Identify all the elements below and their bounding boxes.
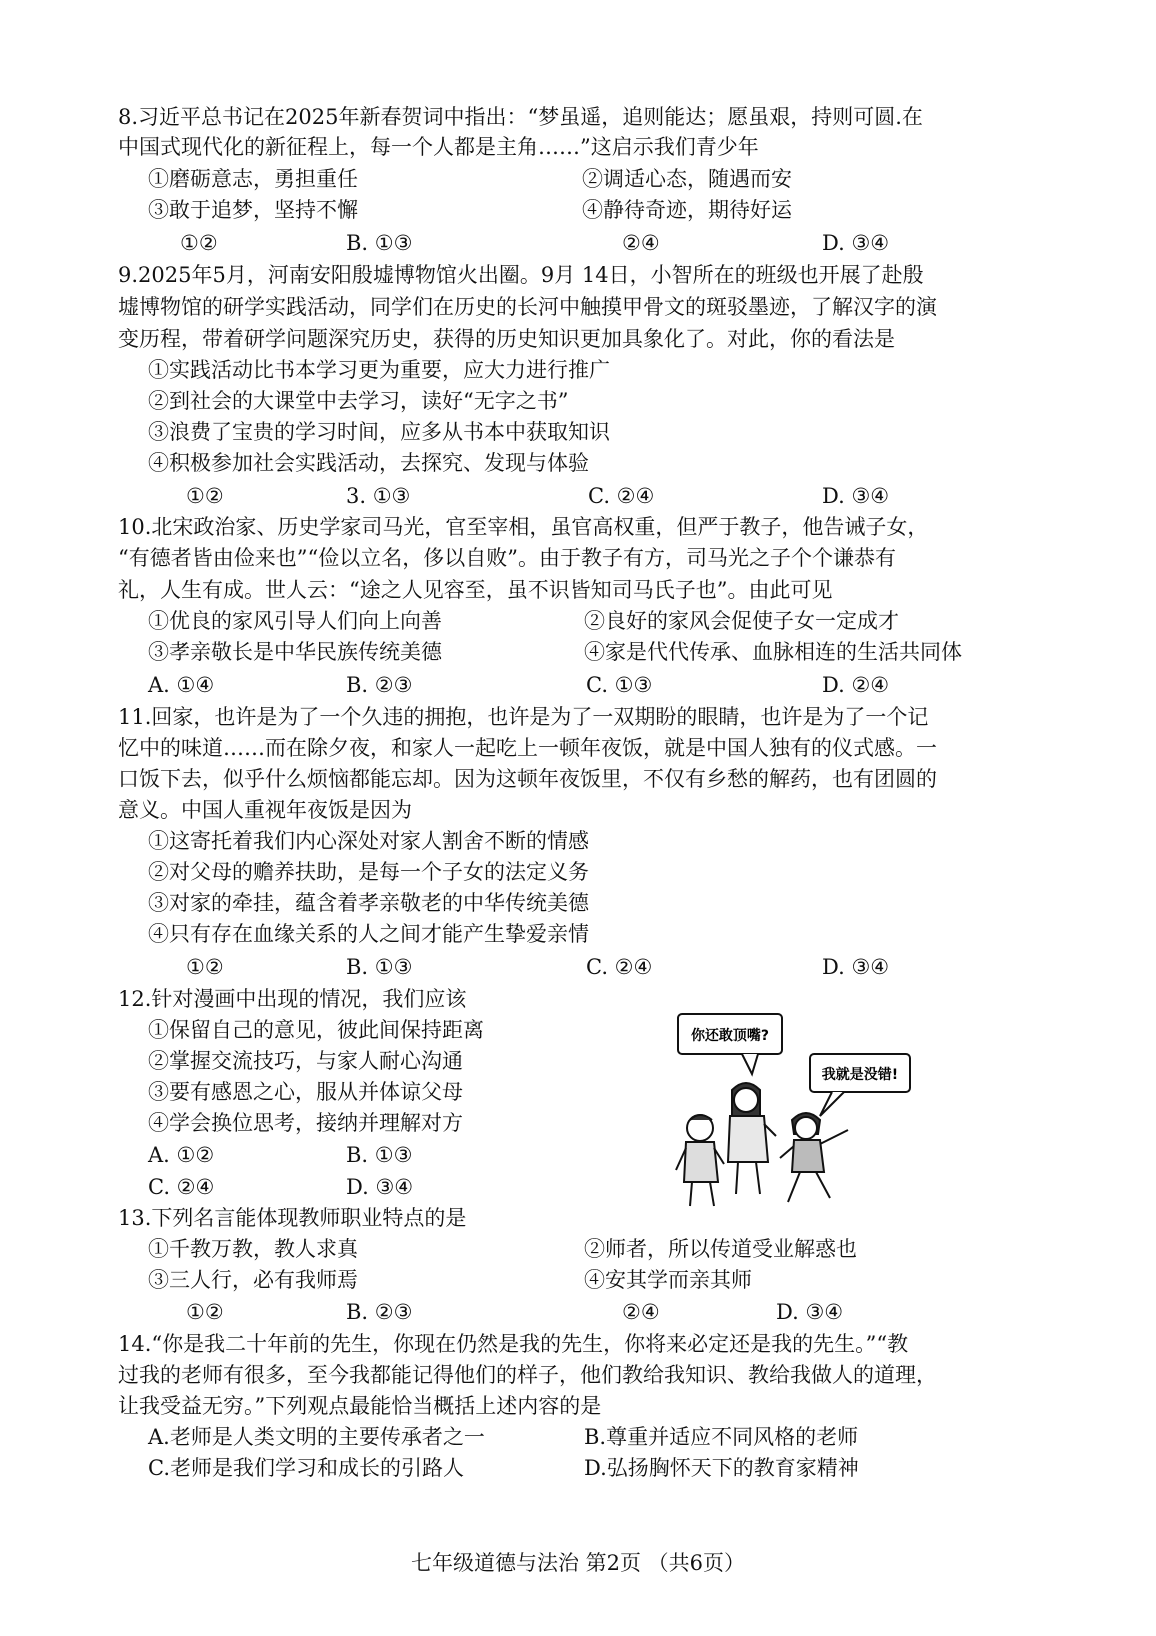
q13-choice-a: ①②: [186, 1300, 224, 1324]
q10-stem-line-2: “有德者皆由俭来也”“俭以立名，侈以自败”。由于教子有方，司马光之子个个谦恭有: [118, 546, 896, 570]
q14-choice-a: A.老师是人类文明的主要传承者之一: [148, 1425, 485, 1449]
q12-cartoon: [672, 1012, 912, 1212]
q11-statement-1: ①这寄托着我们内心深处对家人割舍不断的情感: [148, 829, 589, 853]
q11-stem-line-4: 意义。中国人重视年夜饭是因为: [118, 798, 412, 822]
q9-statement-2: ②到社会的大课堂中去学习，读好“无字之书”: [148, 389, 569, 413]
q10-stem-line-1: 10.北宋政治家、历史学家司马光，官至宰相，虽官高权重，但严于教子，他告诫子女，: [118, 515, 929, 539]
father-figure: [676, 1115, 724, 1206]
q9-stem-line-1: 9.2025年5月，河南安阳殷墟博物馆火出圈。9月 14日，小智所在的班级也开展了赴殷: [118, 263, 924, 287]
q8-choice-c: ②④: [622, 231, 660, 255]
q9-statement-1: ①实践活动比书本学习更为重要，应大力进行推广: [148, 358, 610, 382]
child-figure: [780, 1113, 848, 1202]
q14-stem-line-2: 过我的老师有很多，至今我都能记得他们的样子，他们教给我知识、教给我做人的道理，: [118, 1363, 937, 1387]
q9-stem-line-3: 变历程，带着研学问题深究历史，获得的历史知识更加具象化了。对此，你的看法是: [118, 327, 895, 351]
q9-stem-line-2: 墟博物馆的研学实践活动，同学们在历史的长河中触摸甲骨文的斑驳墨迹，了解汉字的演: [118, 295, 937, 319]
q8-stem-line-1: 8.习近平总书记在2025年新春贺词中指出：“梦虽遥，追则能达；愿虽艰，持则可圆.在: [118, 105, 923, 129]
q8-statement-3: ③敢于追梦，坚持不懈: [148, 198, 358, 222]
q11-choice-d: D. ③④: [822, 955, 890, 979]
q10-statement-1: ①优良的家风引导人们向上向善: [148, 609, 442, 633]
q12-choice-d: D. ③④: [346, 1175, 414, 1199]
q10-choice-d: D. ②④: [822, 673, 890, 697]
q13-choice-b: B. ②③: [346, 1300, 413, 1324]
q8-choice-d: D. ③④: [822, 231, 890, 255]
child-bubble-text: 我就是没错!: [821, 1067, 899, 1083]
q10-statement-2: ②良好的家风会促使子女一定成才: [584, 609, 899, 633]
q14-choice-d: D.弘扬胸怀天下的教育家精神: [584, 1456, 859, 1480]
mother-figure: [728, 1083, 776, 1194]
parent-bubble-text: 你还敢顶嘴?: [690, 1028, 770, 1044]
q14-stem-line-1: 14.“你是我二十年前的先生，你现在仍然是我的先生，你将来必定还是我的先生。”“教: [118, 1332, 909, 1356]
q14-choice-c: C.老师是我们学习和成长的引路人: [148, 1456, 464, 1480]
q8-statement-1: ①磨砺意志，勇担重任: [148, 167, 358, 191]
q13-choice-d: D. ③④: [776, 1300, 844, 1324]
q8-statement-4: ④静待奇迹，期待好运: [582, 198, 792, 222]
q13-statement-2: ②师者，所以传道受业解惑也: [584, 1237, 857, 1261]
q10-choice-b: B. ②③: [346, 673, 413, 697]
q12-statement-2: ②掌握交流技巧，与家人耐心沟通: [148, 1049, 463, 1073]
q12-choice-a: A. ①②: [148, 1143, 215, 1167]
q8-stem-line-2: 中国式现代化的新征程上，每一个人都是主角……”这启示我们青少年: [118, 135, 759, 159]
q11-statement-4: ④只有存在血缘关系的人之间才能产生挚爱亲情: [148, 922, 589, 946]
q8-choice-a: ①②: [180, 231, 218, 255]
q13-stem-line-1: 13.下列名言能体现教师职业特点的是: [118, 1206, 467, 1230]
q13-statement-3: ③三人行，必有我师焉: [148, 1268, 358, 1292]
q12-choice-c: C. ②④: [148, 1175, 215, 1199]
q9-choice-a: ①②: [186, 484, 224, 508]
q11-choice-b: B. ①③: [346, 955, 413, 979]
q12-statement-1: ①保留自己的意见，彼此间保持距离: [148, 1018, 484, 1042]
cartoon-illustration: [672, 1012, 912, 1212]
q12-stem-line-1: 12.针对漫画中出现的情况，我们应该: [118, 987, 467, 1011]
q9-choice-c: C. ②④: [588, 484, 655, 508]
q11-stem-line-3: 口饭下去，似乎什么烦恼都能忘却。因为这顿年夜饭里，不仅有乡愁的解药，也有团圆的: [118, 767, 937, 791]
q12-statement-4: ④学会换位思考，接纳并理解对方: [148, 1111, 463, 1135]
q11-choice-a: ①②: [186, 955, 224, 979]
page-footer: 七年级道德与法治 第2页 （共6页）: [410, 1551, 746, 1575]
q12-statement-3: ③要有感恩之心，服从并体谅父母: [148, 1080, 463, 1104]
q11-stem-line-2: 忆中的味道……而在除夕夜，和家人一起吃上一顿年夜饭，就是中国人独有的仪式感。一: [118, 736, 937, 760]
q13-statement-4: ④安其学而亲其师: [584, 1268, 752, 1292]
q10-choice-c: C. ①③: [586, 673, 653, 697]
q9-statement-3: ③浪费了宝贵的学习时间，应多从书本中获取知识: [148, 420, 610, 444]
q14-choice-b: B.尊重并适应不同风格的老师: [584, 1425, 859, 1449]
q11-choice-c: C. ②④: [586, 955, 653, 979]
q10-choice-a: A. ①④: [148, 673, 215, 697]
q11-statement-2: ②对父母的赡养扶助，是每一个子女的法定义务: [148, 860, 589, 884]
q10-statement-4: ④家是代代传承、血脉相连的生活共同体: [584, 640, 962, 664]
q8-choice-b: B. ①③: [346, 231, 413, 255]
q10-stem-line-3: 礼，人生有成。世人云：“途之人见容至，虽不识皆知司马氏子也”。由此可见: [118, 578, 833, 602]
q12-choice-b: B. ①③: [346, 1143, 413, 1167]
q9-choice-d: D. ③④: [822, 484, 890, 508]
q13-statement-1: ①千教万教，教人求真: [148, 1237, 358, 1261]
q9-statement-4: ④积极参加社会实践活动，去探究、发现与体验: [148, 451, 589, 475]
q13-choice-c: ②④: [622, 1300, 660, 1324]
q11-stem-line-1: 11.回家，也许是为了一个久违的拥抱，也许是为了一双期盼的眼睛，也许是为了一个记: [118, 705, 929, 729]
parent-bubble-tail: [742, 1054, 758, 1074]
child-bubble-tail: [820, 1092, 844, 1116]
q10-statement-3: ③孝亲敬长是中华民族传统美德: [148, 640, 442, 664]
q9-choice-b: 3. ①③: [346, 484, 411, 508]
q11-statement-3: ③对家的牵挂，蕴含着孝亲敬老的中华传统美德: [148, 891, 589, 915]
q8-statement-2: ②调适心态，随遇而安: [582, 167, 792, 191]
q14-stem-line-3: 让我受益无穷。”下列观点最能恰当概括上述内容的是: [118, 1394, 602, 1418]
